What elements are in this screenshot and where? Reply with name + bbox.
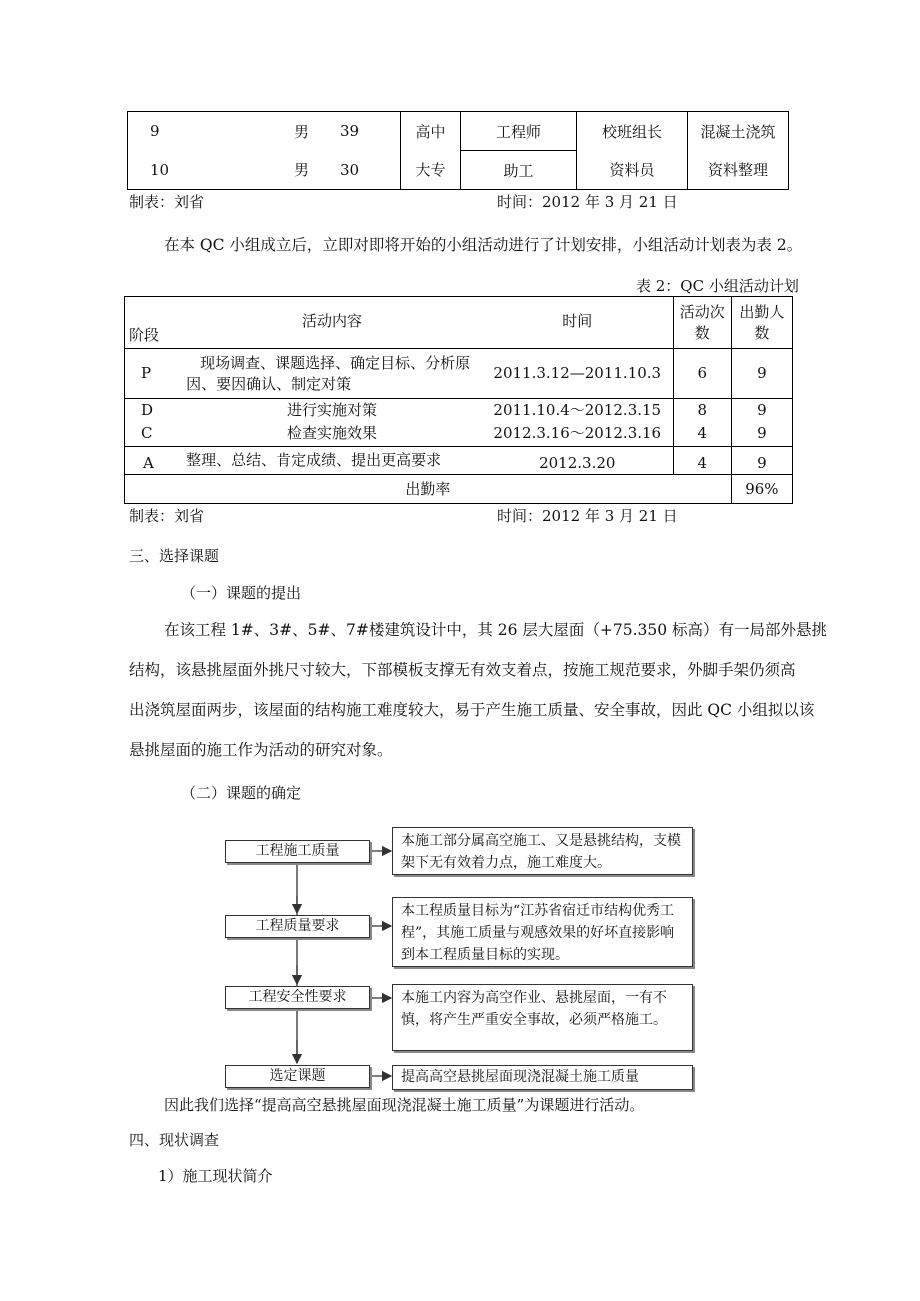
row-attend: 9: [731, 399, 792, 422]
para1-line2: 结构，该悬挑屋面外挑尺寸较大，下部模板支撑无有效支着点，按施工规范要求，外脚手架仍须高: [129, 661, 796, 679]
flow-box-quality: 工程施工质量: [225, 840, 370, 863]
flow-desc-quality-requirement: 本工程质量目标为“江苏省宿迁市结构优秀工程”，其施工质量与观感效果的好坏直接影响到本工程质量目标的实现。: [392, 897, 693, 967]
member-title: 助工: [461, 151, 577, 190]
subsection-2-heading: （二）课题的确定: [181, 784, 302, 802]
table2-maker: 制表：刘省: [129, 507, 205, 525]
flow-desc-selected-topic: 提高高空悬挑屋面现浇混凝土施工质量: [392, 1065, 693, 1090]
section-4-heading: 四、现状调查: [129, 1131, 220, 1149]
row-count: 4: [673, 422, 731, 447]
member-position: 资料员: [577, 151, 688, 190]
member-edu: 高中: [401, 112, 461, 151]
header-attend: 出勤人 数: [731, 297, 792, 349]
member-age: 30: [338, 151, 401, 190]
para1-line3: 出浇筑屋面两步，该屋面的结构施工难度较大，易于产生施工质量、安全事故，因此 QC 小组拟以该: [129, 701, 815, 719]
para1-line4: 悬挑屋面的施工作为活动的研究对象。: [129, 741, 393, 759]
conclusion-paragraph: 因此我们选择“提高高空悬挑屋面现浇混凝土施工质量”为课题进行活动。: [164, 1096, 645, 1114]
table1-time: 时间：2012 年 3 月 21 日: [497, 193, 678, 211]
member-duty: 混凝土浇筑: [700, 122, 776, 141]
table2-time: 时间：2012 年 3 月 21 日: [497, 507, 678, 525]
flow-desc-quality: 本施工部分属高空施工、又是悬挑结构，支模架下无有效着力点，施工难度大。: [392, 827, 693, 875]
row-content: 进行实施对策: [182, 399, 482, 422]
intro-paragraph: 在本 QC 小组成立后，立即对即将开始的小组活动进行了计划安排，小组活动计划表为表 2。: [164, 236, 803, 254]
subsection-1-construction-status: 1）施工现状简介: [158, 1167, 273, 1185]
subsection-1-heading: （一）课题的提出: [181, 584, 302, 602]
member-duty: 资料整理: [707, 161, 768, 180]
header-count: 活动次 数: [673, 297, 731, 349]
row-attend: 9: [731, 349, 792, 399]
member-gender: 男: [294, 122, 310, 141]
row-stage: D: [125, 399, 183, 422]
row-time: 2011.3.12—2011.10.3: [482, 349, 673, 399]
row-content: 整理、总结、肯定成绩、提出更高要求: [182, 447, 482, 475]
header-content: 活动内容: [182, 297, 482, 349]
header-stage: 阶段: [125, 297, 183, 349]
row-stage: C: [125, 422, 183, 447]
flow-box-safety-requirement: 工程安全性要求: [225, 986, 370, 1009]
member-edu: 大专: [401, 151, 461, 190]
table1-maker: 制表：刘省: [129, 193, 205, 211]
member-gender: 男: [294, 161, 310, 180]
row-count: 6: [673, 349, 731, 399]
attendance-rate-value: 96%: [731, 475, 792, 504]
row-attend: 9: [731, 447, 792, 475]
flow-box-selected-topic: 选定课题: [225, 1065, 370, 1088]
row-time: 2012.3.16～2012.3.16: [482, 422, 673, 447]
member-position: 校班组长: [577, 112, 688, 151]
row-attend: 9: [731, 422, 792, 447]
row-time: 2011.10.4～2012.3.15: [482, 399, 673, 422]
attendance-rate-label: 出勤率: [125, 475, 732, 504]
flow-desc-safety-requirement: 本施工内容为高空作业、悬挑屋面，一有不慎，将产生严重安全事故，必须严格施工。: [392, 984, 693, 1051]
member-no: 9: [150, 122, 160, 141]
section-3-heading: 三、选择课题: [129, 547, 220, 565]
header-time: 时间: [482, 297, 673, 349]
member-age: 39: [338, 112, 401, 151]
row-count: 8: [673, 399, 731, 422]
row-time: 2012.3.20: [482, 447, 673, 475]
row-stage: A: [125, 447, 183, 475]
row-stage: P: [125, 349, 183, 399]
member-no: 10: [150, 160, 170, 179]
row-content: 现场调查、课题选择、确定目标、分析原 因、要因确认、制定对策: [182, 349, 482, 399]
para1-line1: 在该工程 1#、3#、5#、7#楼建筑设计中，其 26 层大屋面（+75.350 标高）有一局部外悬挑: [164, 621, 828, 639]
table2-caption: 表 2：QC 小组活动计划: [636, 277, 799, 295]
member-title: 工程师: [461, 112, 577, 151]
row-content: 检查实施效果: [182, 422, 482, 447]
row-count: 4: [673, 447, 731, 475]
flow-box-quality-requirement: 工程质量要求: [225, 915, 370, 938]
